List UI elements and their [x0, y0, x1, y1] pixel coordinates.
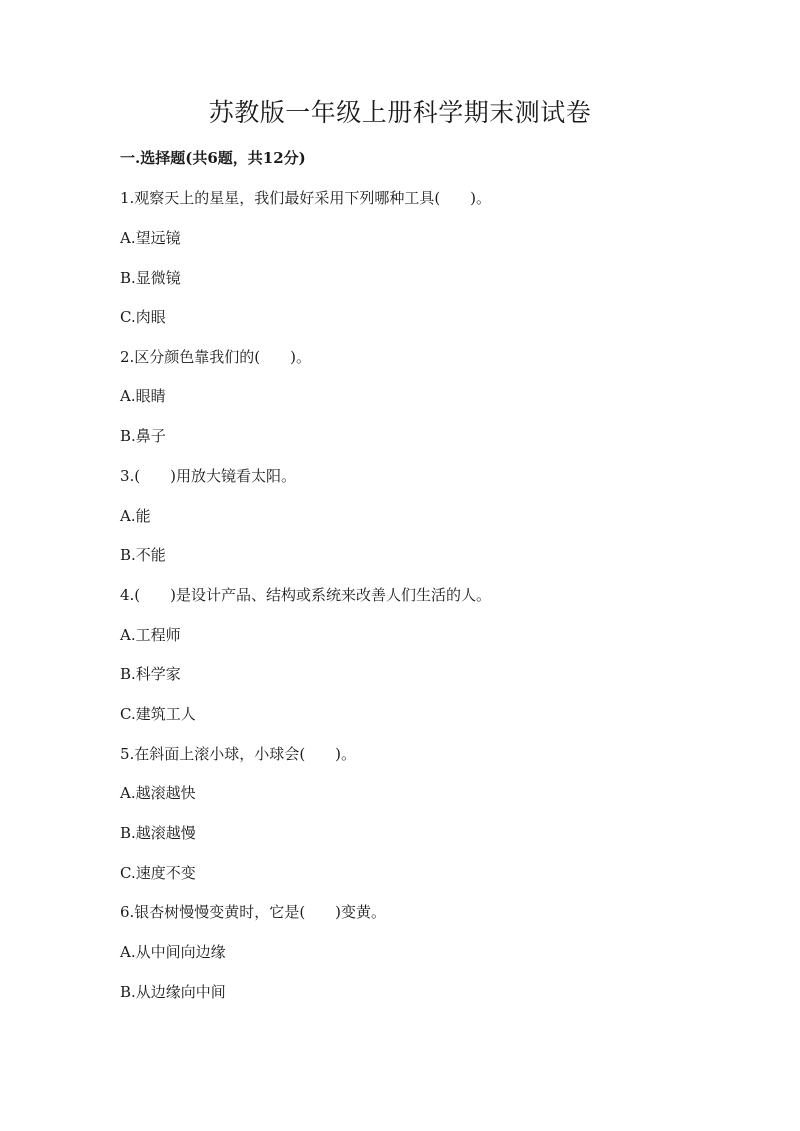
- answer-option: C.肉眼: [120, 308, 166, 326]
- answer-option: A.工程师: [120, 626, 181, 644]
- answer-option: B.显微镜: [120, 269, 181, 287]
- answer-option: A.能: [120, 507, 151, 525]
- answer-option: C.建筑工人: [120, 705, 196, 723]
- answer-option: A.眼睛: [120, 387, 166, 405]
- answer-option: C.速度不变: [120, 864, 196, 882]
- answer-option: B.不能: [120, 546, 166, 564]
- question-stem: 6.银杏树慢慢变黄时，它是( )变黄。: [120, 903, 387, 921]
- question-stem: 4.( )是设计产品、结构或系统来改善人们生活的人。: [120, 586, 492, 604]
- answer-option: B.越滚越慢: [120, 824, 196, 842]
- question-stem: 2.区分颜色靠我们的( )。: [120, 348, 312, 366]
- page-title: 苏教版一年级上册科学期末测试卷: [208, 98, 592, 127]
- question-stem: 3.( )用放大镜看太阳。: [120, 467, 297, 485]
- section-header: 一.选择题(共6题，共12分): [120, 149, 306, 167]
- answer-option: B.鼻子: [120, 427, 166, 445]
- answer-option: B.科学家: [120, 665, 181, 683]
- question-stem: 5.在斜面上滚小球，小球会( )。: [120, 745, 357, 763]
- answer-option: A.望远镜: [120, 229, 181, 247]
- answer-option: B.从边缘向中间: [120, 983, 226, 1001]
- answer-option: A.从中间向边缘: [120, 943, 226, 961]
- question-stem: 1.观察天上的星星，我们最好采用下列哪种工具( )。: [120, 189, 492, 207]
- answer-option: A.越滚越快: [120, 784, 196, 802]
